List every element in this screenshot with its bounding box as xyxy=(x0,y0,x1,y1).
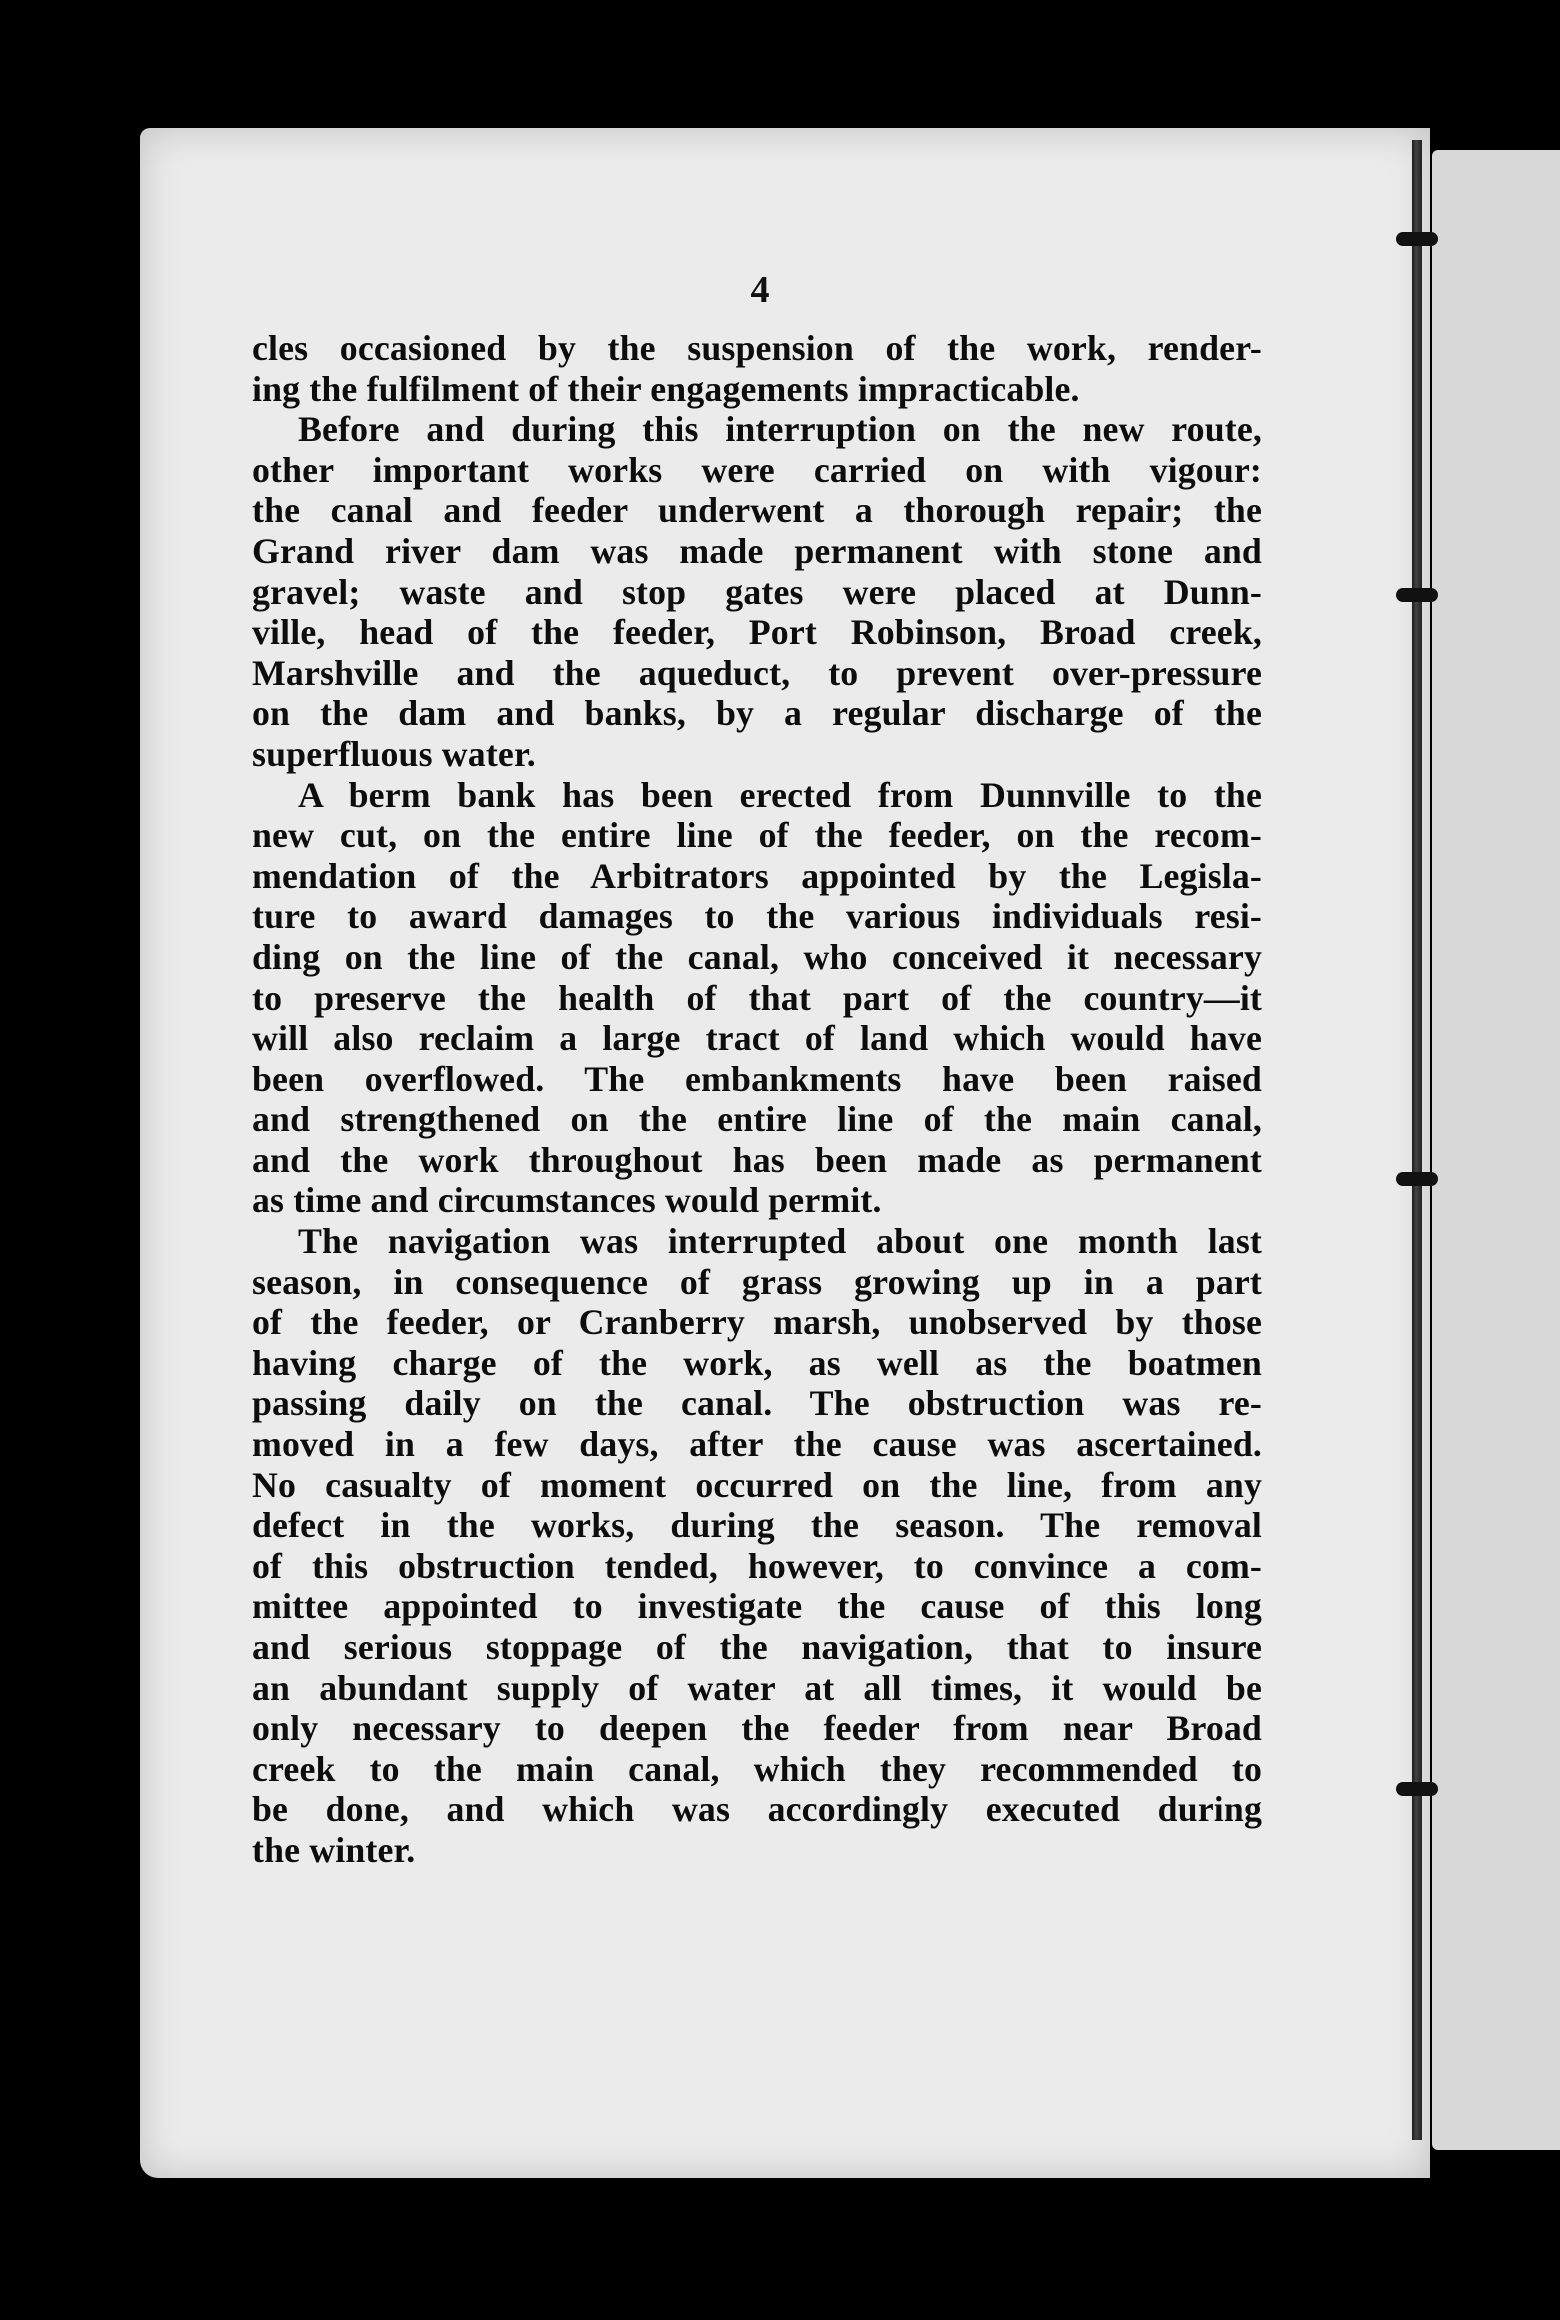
text-line: ture to award damages to the various individuals resi- xyxy=(252,896,1262,937)
text-line: and serious stoppage of the navigation, that to insure xyxy=(252,1627,1262,1667)
text-line: creek to the main canal, which they recommended to xyxy=(252,1748,1262,1789)
text-line: as time and circumstances would permit. xyxy=(252,1180,882,1221)
text-line: A berm bank has been erected from Dunnville to the xyxy=(298,774,1262,815)
text-line: be done, and which was accordingly executed during xyxy=(252,1789,1262,1830)
text-line: passing daily on the canal. The obstruction was re- xyxy=(252,1383,1262,1424)
text-line: Grand river dam was made permanent with stone and xyxy=(252,530,1262,571)
text-line: and the work throughout has been made as permanent xyxy=(252,1139,1262,1180)
text-line: ding on the line of the canal, who conceived it necessary xyxy=(252,936,1262,977)
text-line: moved in a few days, after the cause was ascertained. xyxy=(252,1424,1262,1465)
text-line: ing the fulfilment of their engagements impracticable. xyxy=(252,368,1080,409)
text-line: The navigation was interrupted about one month last xyxy=(298,1221,1262,1262)
text-line: on the dam and banks, by a regular discharge of the xyxy=(252,693,1262,734)
text-line: and strengthened on the entire line of the main canal, xyxy=(252,1099,1262,1140)
binding-stitch xyxy=(1396,232,1438,246)
text-line: an abundant supply of water at all times, it would be xyxy=(252,1667,1262,1708)
text-line: only necessary to deepen the feeder from near Broad xyxy=(252,1708,1262,1749)
text-line: mendation of the Arbitrators appointed by the Legisla- xyxy=(252,855,1262,896)
page-binding xyxy=(1412,140,1422,2140)
text-line: been overflowed. The embankments have been raised xyxy=(252,1058,1262,1099)
text-line: Before and during this interruption on the new route, xyxy=(298,409,1262,450)
binding-stitch xyxy=(1396,588,1438,602)
text-line: the canal and feeder underwent a thorough repair; the xyxy=(252,490,1262,531)
text-line: mittee appointed to investigate the cause of this long xyxy=(252,1586,1262,1627)
text-line: gravel; waste and stop gates were placed at Dunn- xyxy=(252,571,1262,612)
text-line: ville, head of the feeder, Port Robinson, Broad creek, xyxy=(252,612,1262,653)
binding-stitch xyxy=(1396,1172,1438,1186)
page-number: 4 xyxy=(750,269,770,311)
text-line: defect in the works, during the season. The removal xyxy=(252,1505,1262,1546)
text-line: new cut, on the entire line of the feeder, on the recom- xyxy=(252,815,1262,856)
body-text xyxy=(252,328,1262,1871)
text-line: of the feeder, or Cranberry marsh, unobserved by those xyxy=(252,1302,1262,1343)
text-line: season, in consequence of grass growing up in a part xyxy=(252,1261,1262,1302)
text-line: other important works were carried on with vigour: xyxy=(252,449,1262,490)
text-line: to preserve the health of that part of the country—it xyxy=(252,977,1262,1018)
text-line: Marshville and the aqueduct, to prevent over-pressure xyxy=(252,652,1262,693)
text-line: the winter. xyxy=(252,1829,416,1870)
binding-stitch xyxy=(1396,1782,1438,1796)
adjacent-page-edge xyxy=(1432,150,1560,2150)
text-line: No casualty of moment occurred on the line, from any xyxy=(252,1464,1262,1505)
text-line: of this obstruction tended, however, to convince a com- xyxy=(252,1545,1262,1586)
text-line: superfluous water. xyxy=(252,733,536,774)
text-line: will also reclaim a large tract of land which would have xyxy=(252,1018,1262,1059)
text-line: cles occasioned by the suspension of the work, render- xyxy=(252,328,1262,368)
text-line: having charge of the work, as well as the boatmen xyxy=(252,1342,1262,1383)
